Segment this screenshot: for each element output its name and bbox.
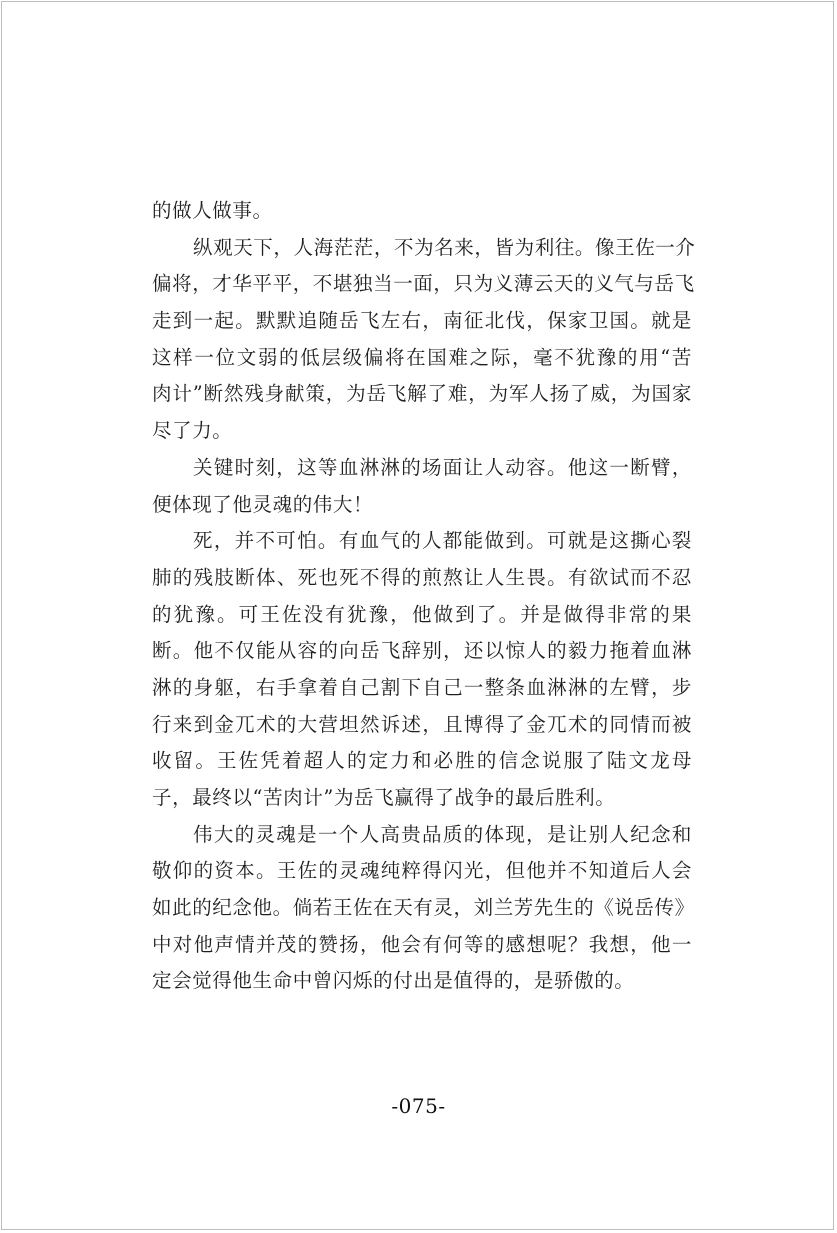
text-line: 纵观天下，人海茫茫，不为名来，皆为利往。像王佐一介 [193, 235, 696, 259]
text-line: 尽了力。 [152, 419, 233, 443]
text-line: 如此的纪念他。倘若王佐在天有灵，刘兰芳先生的《说岳传》 [152, 896, 695, 920]
text-line: 的犹豫。可王佐没有犹豫，他做到了。并是做得非常的果 [152, 602, 692, 626]
text-line: 关键时刻，这等血淋淋的场面让人动容。他这一断臂， [193, 455, 692, 479]
text-line: 定会觉得他生命中曾闪烁的付出是值得的，是骄傲的。 [152, 969, 635, 993]
text-line: 断。他不仅能从容的向岳飞辞别，还以惊人的毅力拖着血淋 [152, 639, 692, 663]
text-line: 走到一起。默默追随岳飞左右，南征北伐，保家卫国。就是 [152, 309, 692, 333]
text-line: 伟大的灵魂是一个人高贵品质的体现，是让别人纪念和 [193, 822, 692, 846]
text-line: 子，最终以“苦肉计”为岳飞赢得了战争的最后胜利。 [152, 786, 616, 809]
text-line: 收留。王佐凭着超人的定力和必胜的信念说服了陆文龙母 [152, 749, 692, 773]
text-line: 的做人做事。 [152, 199, 273, 222]
text-line: 淋的身躯，右手拿着自己割下自己一整条血淋淋的左臂，步 [152, 675, 692, 699]
text-line: 偏将，才华平平，不堪独当一面，只为义薄云天的义气与岳飞 [152, 272, 695, 296]
text-line: 死，并不可怕。有血气的人都能做到。可就是这撕心裂 [193, 529, 692, 553]
text-line: 肉计”断然残身献策，为岳飞解了难，为军人扬了威，为国家 [152, 382, 692, 406]
text-line: 便体现了他灵魂的伟大！ [152, 492, 374, 516]
text-line: 肺的残肢断体、死也死不得的煎熬让人生畏。有欲试而不忍 [152, 565, 692, 589]
text-line: 中对他声情并茂的赞扬，他会有何等的感想呢？我想，他一 [152, 932, 692, 956]
text-line: 这样一位文弱的低层级偏将在国难之际，毫不犹豫的用“苦 [152, 345, 692, 369]
text-line: 行来到金兀术的大营坦然诉述，且博得了金兀术的同情而被 [152, 712, 692, 736]
page-number: -075- [391, 1094, 446, 1118]
text-line: 敬仰的资本。王佐的灵魂纯粹得闪光，但他并不知道后人会 [152, 859, 692, 883]
body-text [152, 193, 696, 1000]
book-page [1, 1, 834, 1230]
